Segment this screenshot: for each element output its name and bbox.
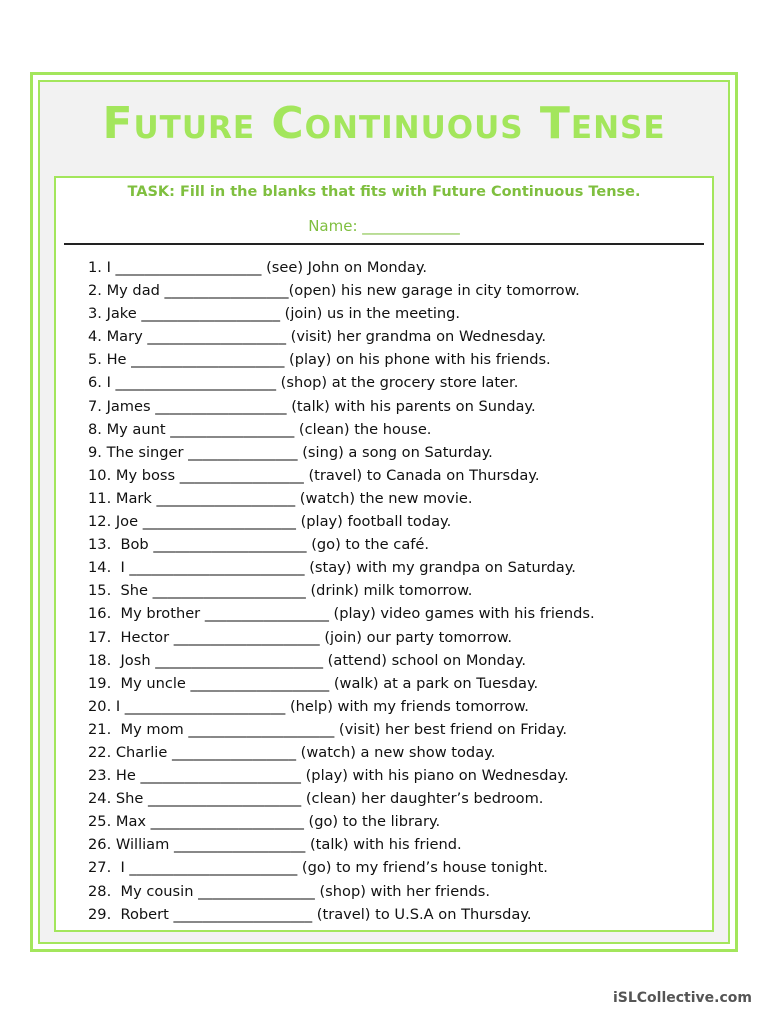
exercise-list — [88, 256, 595, 926]
exercise-item: 2. My dad _________________(open) his new garage in city tomorrow. — [88, 282, 580, 300]
exercise-item: 17. Hector ____________________ (join) our party tomorrow. — [88, 628, 513, 646]
exercise-item: 11. Mark ___________________ (watch) the new movie. — [88, 489, 473, 507]
exercise-item: 28. My cousin ________________ (shop) with her friends. — [88, 882, 490, 900]
exercise-item: 4. Mary ___________________ (visit) her grandma on Wednesday. — [88, 328, 546, 346]
exercise-item: 21. My mom ____________________ (visit) her best friend on Friday. — [88, 720, 568, 738]
exercise-item: 10. My boss _________________ (travel) to Canada on Thursday. — [88, 466, 540, 484]
exercise-item: 5. He _____________________ (play) on his phone with his friends. — [88, 351, 551, 369]
exercise-item: 24. She _____________________ (clean) her daughter’s bedroom. — [88, 790, 544, 808]
exercise-item: 25. Max _____________________ (go) to the library. — [88, 813, 441, 831]
divider — [64, 243, 704, 245]
exercise-item: 26. William __________________ (talk) with his friend. — [88, 836, 462, 854]
page-title: Future Continuous Tense — [102, 98, 666, 149]
exercise-item: 27. I _______________________ (go) to my friend’s house tonight. — [88, 859, 548, 877]
exercise-item: 7. James __________________ (talk) with his parents on Sunday. — [88, 397, 536, 415]
exercise-item: 23. He ______________________ (play) with his piano on Wednesday. — [88, 767, 569, 785]
task-instruction: TASK: Fill in the blanks that fits with Future Continuous Tense. — [127, 184, 641, 200]
watermark: iSLCollective.com — [612, 990, 752, 1006]
exercise-item: 29. Robert ___________________ (travel) to U.S.A on Thursday. — [88, 905, 532, 923]
exercise-item: 6. I ______________________ (shop) at the grocery store later. — [88, 374, 519, 392]
exercise-item: 14. I ________________________ (stay) with my grandpa on Saturday. — [88, 559, 576, 577]
exercise-item: 20. I ______________________ (help) with my friends tomorrow. — [88, 697, 529, 715]
exercise-item: 18. Josh _______________________ (attend) school on Monday. — [88, 651, 526, 669]
exercise-item: 13. Bob _____________________ (go) to the café. — [88, 536, 430, 554]
name-field[interactable]: Name: _____________ — [308, 217, 460, 235]
exercise-item: 16. My brother _________________ (play) video games with his friends. — [88, 605, 595, 623]
exercise-item: 3. Jake ___________________ (join) us in the meeting. — [88, 305, 461, 323]
exercise-item: 12. Joe _____________________ (play) football today. — [88, 513, 452, 531]
exercise-item: 19. My uncle ___________________ (walk) at a park on Tuesday. — [88, 674, 539, 692]
exercise-item: 15. She _____________________ (drink) milk tomorrow. — [88, 582, 473, 600]
exercise-item: 9. The singer _______________ (sing) a song on Saturday. — [88, 443, 493, 461]
exercise-item: 8. My aunt _________________ (clean) the house. — [88, 420, 432, 438]
exercise-item: 1. I ____________________ (see) John on Monday. — [88, 259, 428, 276]
exercise-item: 22. Charlie _________________ (watch) a new show today. — [88, 743, 496, 761]
